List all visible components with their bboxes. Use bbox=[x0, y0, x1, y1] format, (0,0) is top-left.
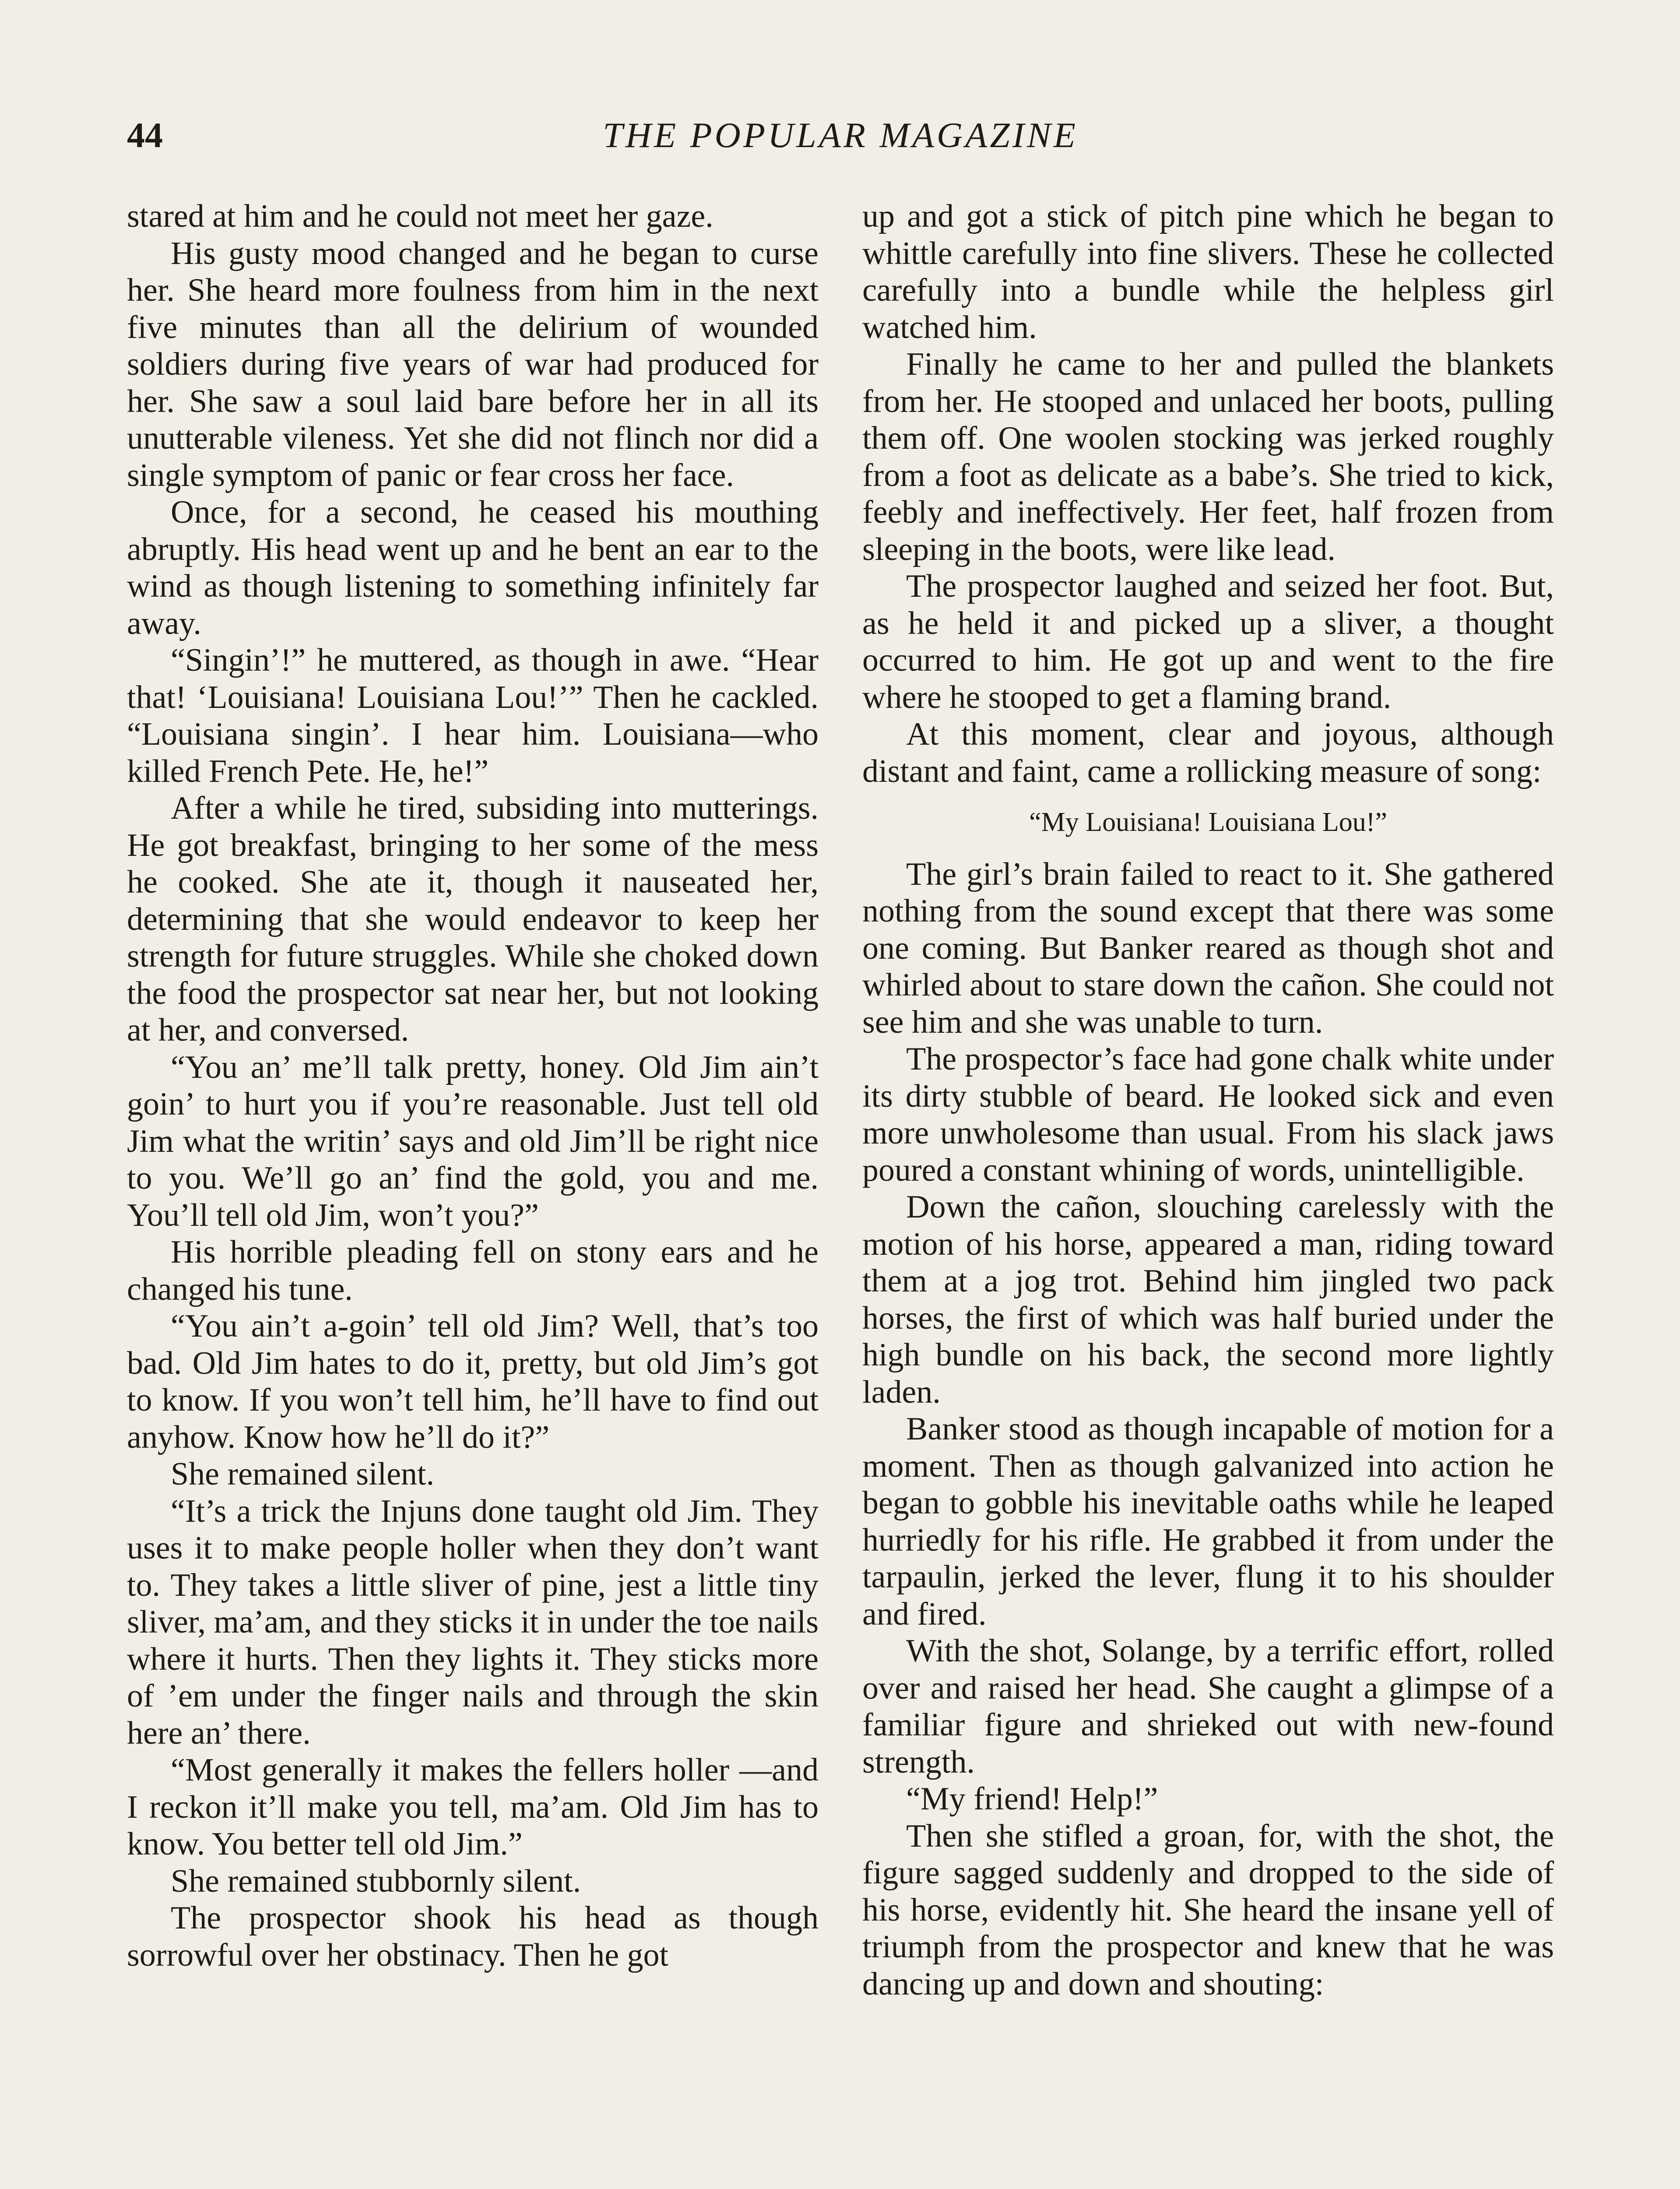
paragraph: up and got a stick of pitch pine which he began to whittle carefully into fine slivers. These he collected carefully into a bundle while the helpless girl watched him. bbox=[862, 198, 1554, 345]
paragraph: She remained silent. bbox=[171, 1456, 435, 1492]
paragraph: The prospector’s face had gone chalk white under its dirty stubble of beard. He looked sick and even more unwholesome than usual. From his slack jaws poured a constant whining of words, unintelligible. bbox=[862, 1041, 1554, 1188]
left-column bbox=[127, 198, 819, 1974]
paragraph: Finally he came to her and pulled the blankets from her. He stooped and unlaced her boots, pulling them off. One woolen stocking was jerked roughly from a foot as delicate as a babe’s. She tried to kick, feebly and ineffectively. Her feet, half frozen from sleeping in the boots, were like lead. bbox=[862, 346, 1554, 567]
paragraph: “You ain’t a-goin’ tell old Jim? Well, that’s too bad. Old Jim hates to do it, pretty, but old Jim’s got to know. If you won’t tell him, he’ll have to find out anyhow. Know how he’ll do it?” bbox=[127, 1308, 819, 1455]
paragraph: “It’s a trick the Injuns done taught old Jim. They uses it to make people holler when they don’t want to. They takes a little sliver of pine, jest a little tiny sliver, ma’am, and they sticks it in under the toe nails where it hurts. Then they lights it. They sticks more of ’em under the finger nails and through the skin here an’ there. bbox=[127, 1493, 819, 1751]
page-header bbox=[127, 115, 1554, 167]
paragraph: “You an’ me’ll talk pretty, honey. Old Jim ain’t goin’ to hurt you if you’re reasonable. Just tell old Jim what the writin’ says and old Jim’ll be right nice to you. We’ll go an’ find the gold, you and me. You’ll tell old Jim, won’t you?” bbox=[127, 1049, 819, 1233]
paragraph: Down the cañon, slouching carelessly with the motion of his horse, appeared a man, riding toward them at a jog trot. Behind him jingled two pack horses, the first of which was half buried under the high bundle on his back, the second more lightly laden. bbox=[862, 1189, 1554, 1410]
paragraph: “Most generally it makes the fellers holler —and I reckon it’ll make you tell, ma’am. Old Jim has to know. You better tell old Jim.” bbox=[127, 1752, 819, 1862]
page-number: 44 bbox=[127, 115, 163, 155]
paragraph: Then she stifled a groan, for, with the shot, the figure sagged suddenly and dropped to the side of his horse, evidently hit. She heard the insane yell of triumph from the prospector and knew that he was dancing up and down and shouting: bbox=[862, 1818, 1554, 2002]
paragraph: “Singin’!” he muttered, as though in awe. “Hear that! ‘Louisiana! Louisiana Lou!’” Then he cackled. “Louisiana singin’. I hear him. Louisiana—who killed French Pete. He, he!” bbox=[127, 642, 819, 789]
paragraph: The prospector shook his head as though sorrowful over her obstinacy. Then he got bbox=[127, 1900, 819, 1973]
song-verse: “My Louisiana! Louisiana Lou!” bbox=[1029, 807, 1387, 837]
paragraph: stared at him and he could not meet her gaze. bbox=[127, 198, 713, 234]
paragraph: She remained stubbornly silent. bbox=[171, 1863, 581, 1899]
paragraph: Banker stood as though incapable of motion for a moment. Then as though galvanized into action he began to gobble his inevitable oaths while he leaped hurriedly for his rifle. He grabbed it from under the tarpaulin, jerked the lever, flung it to his shoulder and fired. bbox=[862, 1411, 1554, 1632]
paragraph: His gusty mood changed and he began to curse her. She heard more foulness from him in the next five minutes than all the delirium of wounded soldiers during five years of war had produced for her. She saw a soul laid bare before her in all its unutterable vileness. Yet she did not flinch nor did a single symptom of panic or fear cross her face. bbox=[127, 235, 819, 493]
magazine-title: THE POPULAR MAGAZINE bbox=[603, 115, 1078, 155]
right-column bbox=[862, 198, 1554, 2002]
paragraph: After a while he tired, subsiding into mutterings. He got breakfast, bringing to her some of the mess he cooked. She ate it, though it nauseated her, determining that she would endeavor to keep her strength for future struggles. While she choked down the food the prospector sat near her, but not looking at her, and conversed. bbox=[127, 790, 819, 1048]
paragraph: His horrible pleading fell on stony ears and he changed his tune. bbox=[127, 1234, 819, 1307]
paragraph: At this moment, clear and joyous, although distant and faint, came a rollicking measure of song: bbox=[862, 716, 1554, 789]
paragraph: The girl’s brain failed to react to it. She gathered nothing from the sound except that there was some one coming. But Banker reared as though shot and whirled about to stare down the cañon. She could not see him and she was unable to turn. bbox=[862, 856, 1554, 1040]
paragraph: The prospector laughed and seized her foot. But, as he held it and picked up a sliver, a thought occurred to him. He got up and went to the fire where he stooped to get a flaming brand. bbox=[862, 568, 1554, 715]
paragraph: Once, for a second, he ceased his mouthing abruptly. His head went up and he bent an ear to the wind as though listening to something infinitely far away. bbox=[127, 494, 819, 641]
paragraph: With the shot, Solange, by a terrific effort, rolled over and raised her head. She caught a glimpse of a familiar figure and shrieked out with new-found strength. bbox=[862, 1633, 1554, 1780]
paragraph: “My friend! Help!” bbox=[906, 1781, 1158, 1817]
